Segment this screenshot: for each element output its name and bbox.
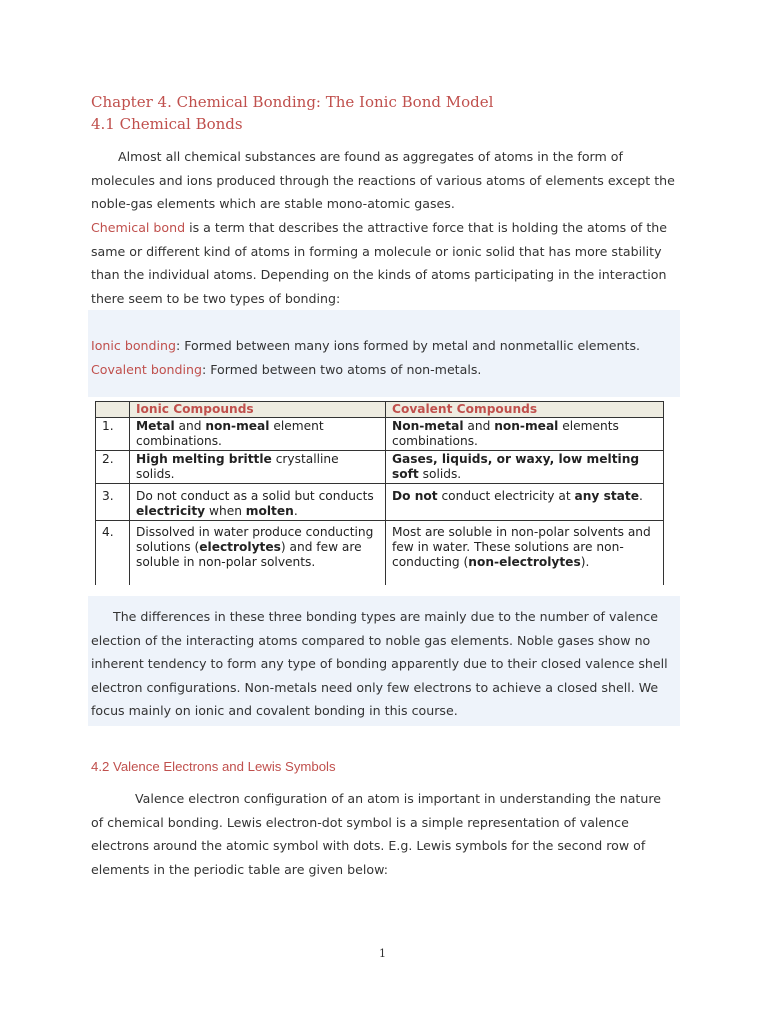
ionic-cell: High melting brittle crystalline solids.: [130, 451, 386, 484]
table-row: [96, 418, 664, 451]
comparison-table: [95, 401, 664, 585]
differences-paragraph: The differences in these three bonding types are mainly due to the number of valence election of the interacting atoms compared to noble gas elements. Noble gases show no inherent tendency to form any type of bonding apparently due to their closed valence shell electron configurations. Non-metals need only few electrons to achieve a closed shell. We focus mainly on ionic and covalent bonding in this course.: [91, 605, 679, 723]
ionic-bonding-term: Ionic bonding: [91, 338, 176, 353]
differences-line: election of the interacting atoms compared to noble gas elements. Noble gases show no: [91, 632, 651, 648]
ionic-cell: Metal and non-meal element combinations.: [130, 418, 386, 451]
covalent-header: Covalent Compounds: [386, 402, 664, 418]
definition-line: there seem to be two types of bonding:: [91, 290, 341, 306]
covalent-cell: Do not conduct electricity at any state.: [386, 484, 664, 521]
intro-line: molecules and ions produced through the reactions of various atoms of elements except the: [91, 172, 675, 188]
intro-paragraph: [91, 145, 679, 216]
section2-title: 4.2 Valence Electrons and Lewis Symbols: [91, 759, 336, 774]
intro-line: noble-gas elements which are stable mono-atomic gases.: [91, 196, 455, 211]
valence-paragraph: Valence electron configuration of an atom is important in understanding the nature of chemical bonding. Lewis electron-dot symbol is a simple representation of valence electrons around the atomic symbol with dots. E.g. Lewis symbols for the second row of elements in the periodic table are given below:: [91, 787, 679, 881]
ionic-cell: Dissolved in water produce conducting solutions (electrolytes) and few are soluble in non-polar solvents.: [130, 521, 386, 586]
definition-line: than the individual atoms. Depending on the kinds of atoms participating in the interaction: [91, 267, 667, 282]
definition-paragraph: Chemical bond is a term that describes the attractive force that is holding the atoms of the same or different kind of atoms in forming a molecule or ionic solid that has more stability than the individual atoms. Depending on the kinds of atoms participating in the interaction there seem to be two types of bonding:: [91, 216, 679, 310]
table-row: [96, 484, 664, 521]
chapter-title: Chapter 4. Chemical Bonding: The Ionic Bond Model: [91, 93, 494, 111]
differences-line: electron configurations. Non-metals need only few electrons to achieve a closed shell. We: [91, 679, 659, 695]
chemical-bond-term: Chemical bond: [91, 220, 186, 235]
page-number: 1: [379, 947, 386, 960]
table-row: [96, 451, 664, 484]
table-header-row: [96, 402, 664, 418]
valence-line: electrons around the atomic symbol with dots. E.g. Lewis symbols for the second row of: [91, 838, 646, 853]
covalent-cell: Most are soluble in non-polar solvents and few in water. These solutions are non-conducting (non-electrolytes).: [386, 521, 664, 586]
differences-line: focus mainly on ionic and covalent bonding in this course.: [91, 703, 458, 718]
covalent-bonding-term: Covalent bonding: [91, 361, 202, 377]
intro-line: Almost all chemical substances are found as aggregates of atoms in the form of: [118, 149, 623, 164]
definition-line: same or different kind of atoms in forming a molecule or ionic solid that has more stability: [91, 243, 662, 259]
table-row: [96, 521, 664, 586]
valence-line: of chemical bonding. Lewis electron-dot symbol is a simple representation of valence: [91, 814, 629, 830]
row-number: 1.: [96, 418, 130, 451]
table-cell: [96, 402, 130, 418]
valence-line: elements in the periodic table are given below:: [91, 861, 388, 877]
row-number: 3.: [96, 484, 130, 521]
covalent-cell: Non-metal and non-meal elements combinations.: [386, 418, 664, 451]
section-title: 4.1 Chemical Bonds: [91, 115, 243, 133]
ionic-header: Ionic Compounds: [130, 402, 386, 418]
bond-types: Ionic bonding: Formed between many ions formed by metal and nonmetallic elements. Covalent bonding: Formed between two atoms of non-metals.: [91, 338, 641, 377]
ionic-cell: Do not conduct as a solid but conducts electricity when molten.: [130, 484, 386, 521]
row-number: 4.: [96, 521, 130, 586]
differences-line: inherent tendency to form any type of bonding apparently due to their closed valence shell: [91, 656, 668, 671]
row-number: 2.: [96, 451, 130, 484]
covalent-cell: Gases, liquids, or waxy, low melting soft solids.: [386, 451, 664, 484]
